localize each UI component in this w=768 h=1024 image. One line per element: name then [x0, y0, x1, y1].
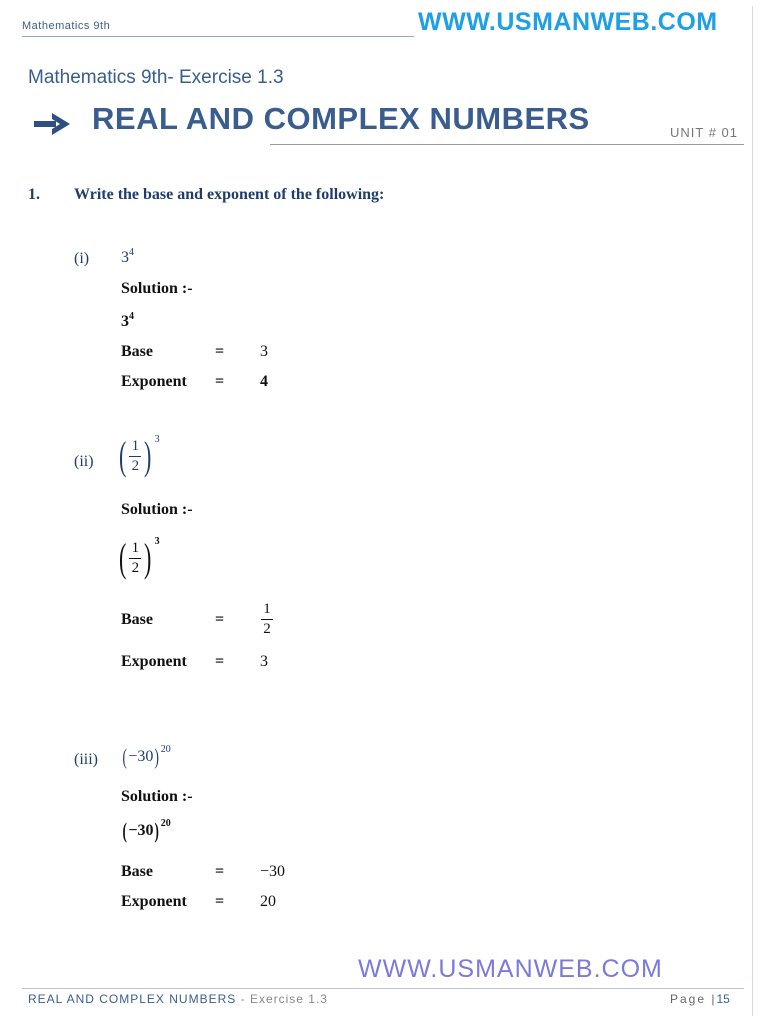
part-ii-expression: ( $\frac{1}{2}$ ) 3 [118, 433, 160, 478]
part-iii-exponent-equals: = [215, 893, 225, 910]
part-iii-solution-label: Solution :- [121, 788, 193, 805]
part-ii-base-equals: = [215, 611, 225, 628]
part-i-base-equals: = [215, 343, 225, 360]
running-title: Mathematics 9th [22, 20, 111, 32]
footer-title-suffix: - Exercise 1.3 [240, 992, 328, 1006]
title-divider [270, 144, 744, 145]
part-i-exponent-value: 4 [260, 373, 268, 390]
part-i-solution-label: Solution :- [121, 280, 193, 297]
footer-watermark[interactable]: WWW.USMANWEB.COM [358, 955, 663, 983]
page-title: REAL AND COMPLEX NUMBERS [92, 101, 590, 136]
part-ii-base-denominator: 2 [263, 621, 271, 637]
part-ii-sol-denominator: 2 [131, 559, 140, 576]
page-number: 15 [716, 992, 730, 1006]
part-ii-solution-expression: ( $\frac{1}{2}$ ) 3 [118, 535, 160, 580]
part-iii-expression: ( −30 ) 20 [122, 744, 171, 769]
part-iii-sol-base: −30 [128, 822, 154, 839]
part-iii-base-label: Base [121, 863, 153, 880]
part-ii-sol-exponent: 3 [154, 536, 160, 547]
part-i-base-value: 3 [260, 343, 268, 360]
part-ii-base-label: Base [121, 611, 153, 628]
part-ii-exponent-equals: = [215, 653, 225, 670]
part-ii-sol-numerator: 1 [131, 539, 140, 556]
question-text: Write the base and exponent of the following: [74, 186, 385, 203]
part-i-sol-exp: 4 [129, 311, 134, 322]
part-i-sol-base: 3 [121, 313, 129, 330]
part-iii-sol-exponent: 20 [160, 818, 171, 829]
part-ii-fraction [129, 438, 141, 475]
part-iii-base: −30 [128, 748, 154, 765]
part-ii-sol-fraction [129, 540, 141, 577]
question-number: 1. [28, 186, 40, 203]
unit-label: UNIT # 01 [670, 125, 739, 140]
part-iii-exponent-label: Exponent [121, 893, 187, 910]
footer-divider [22, 988, 744, 989]
part-label-iii: (iii) [74, 751, 98, 768]
part-i-base-label: Base [121, 343, 153, 360]
part-i-solution-expression [121, 311, 134, 331]
part-ii-solution-label: Solution :- [121, 501, 193, 518]
part-i-expression [121, 247, 134, 267]
part-iii-solution-expression: ( −30 ) 20 [122, 818, 171, 843]
part-ii-exponent: 3 [154, 434, 160, 445]
footer-title [28, 992, 328, 1006]
part-ii-denominator: 2 [131, 457, 140, 474]
part-iii-exponent-value: 20 [260, 893, 276, 910]
part-ii-base-numerator: 1 [263, 601, 271, 617]
part-i-base: 3 [121, 249, 129, 266]
footer-page [670, 992, 730, 1006]
arrow-right-icon [34, 112, 70, 136]
part-iii-exponent: 20 [160, 744, 171, 755]
part-label-ii: (ii) [74, 453, 94, 470]
part-iii-base-value: −30 [260, 863, 286, 880]
part-ii-exponent-value: 3 [260, 653, 268, 670]
page-border [752, 6, 753, 1016]
header-divider [22, 36, 414, 37]
part-ii-base-value [261, 600, 273, 638]
part-i-exponent: 4 [129, 247, 134, 258]
part-iii-base-equals: = [215, 863, 225, 880]
footer-title-main: REAL AND COMPLEX NUMBERS [28, 992, 237, 1006]
part-ii-exponent-label: Exponent [121, 653, 187, 670]
part-label-i: (i) [74, 250, 90, 267]
page-subtitle: Mathematics 9th- Exercise 1.3 [28, 67, 284, 88]
part-i-exponent-equals: = [215, 373, 225, 390]
page-label: Page | [670, 992, 717, 1006]
part-i-exponent-label: Exponent [121, 373, 187, 390]
brand-link[interactable]: WWW.USMANWEB.COM [418, 8, 718, 36]
part-ii-numerator: 1 [131, 437, 140, 454]
